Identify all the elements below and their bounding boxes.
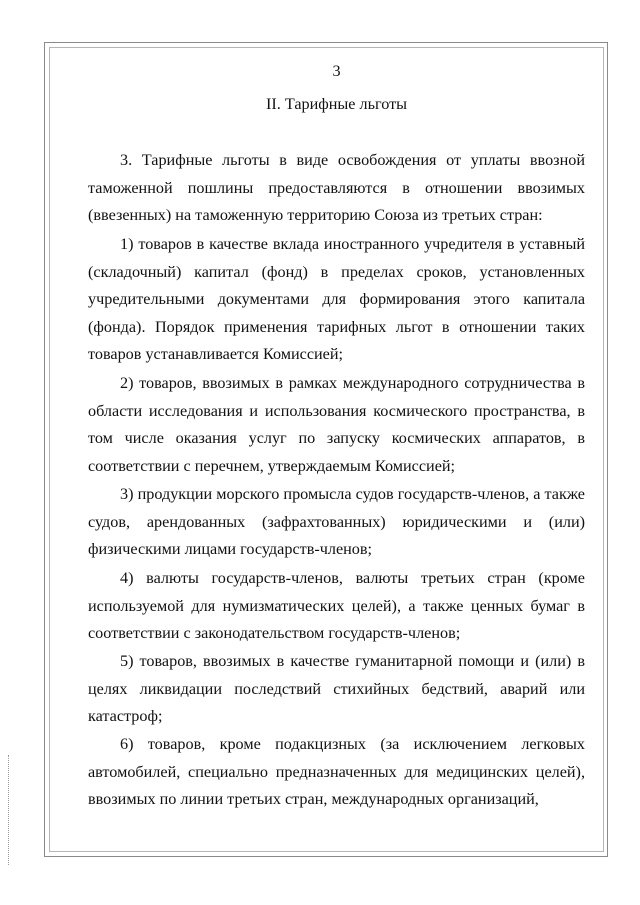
margin-scan-marks — [8, 755, 15, 865]
paragraph-item-2: 2) товаров, ввозимых в рамках международного сотрудничества в области исследования и использования космического пространства, в том числе оказания услуг по запуску космических аппаратов, в соответствии с перечнем, утверждаемым Комиссией; — [88, 374, 585, 475]
paragraph-item-6: 6) товаров, кроме подакцизных (за исключением легковых автомобилей, специально предназначенных для медицинских целей), ввозимых по линии третьих стран, международных организаций, — [88, 735, 585, 809]
paragraph-item-5: 5) товаров, ввозимых в качестве гуманитарной помощи и (или) в целях ликвидации последствий стихийных бедствий, аварий или катастроф; — [88, 652, 585, 726]
page-number: 3 — [332, 62, 341, 80]
paragraph-item-4: 4) валюты государств-членов, валюты третьих стран (кроме используемой для нумизматических целей), а также ценных бумаг в соответствии с законодательством государств-членов; — [88, 569, 585, 643]
paragraph-item-3: 3) продукции морского промысла судов государств-членов, а также судов, арендованных (зафрахтованных) юридическими и (или) физическими лицами государств-членов; — [88, 485, 585, 559]
paragraph-item-1: 1) товаров в качестве вклада иностранного учредителя в уставный (складочный) капитал (фонд) в пределах сроков, установленных учредительными документами для формирования этого капитала (фонда). Порядок применения тарифных льгот в отношении таких товаров устанавливается Комиссией; — [88, 235, 585, 364]
paragraph-3-intro: 3. Тарифные льготы в виде освобождения от уплаты ввозной таможенной пошлины предоставляются в отношении ввозимых (ввезенных) на таможенную территорию Союза из третьих стран: — [88, 151, 585, 225]
section-heading: II. Тарифные льготы — [265, 95, 408, 113]
